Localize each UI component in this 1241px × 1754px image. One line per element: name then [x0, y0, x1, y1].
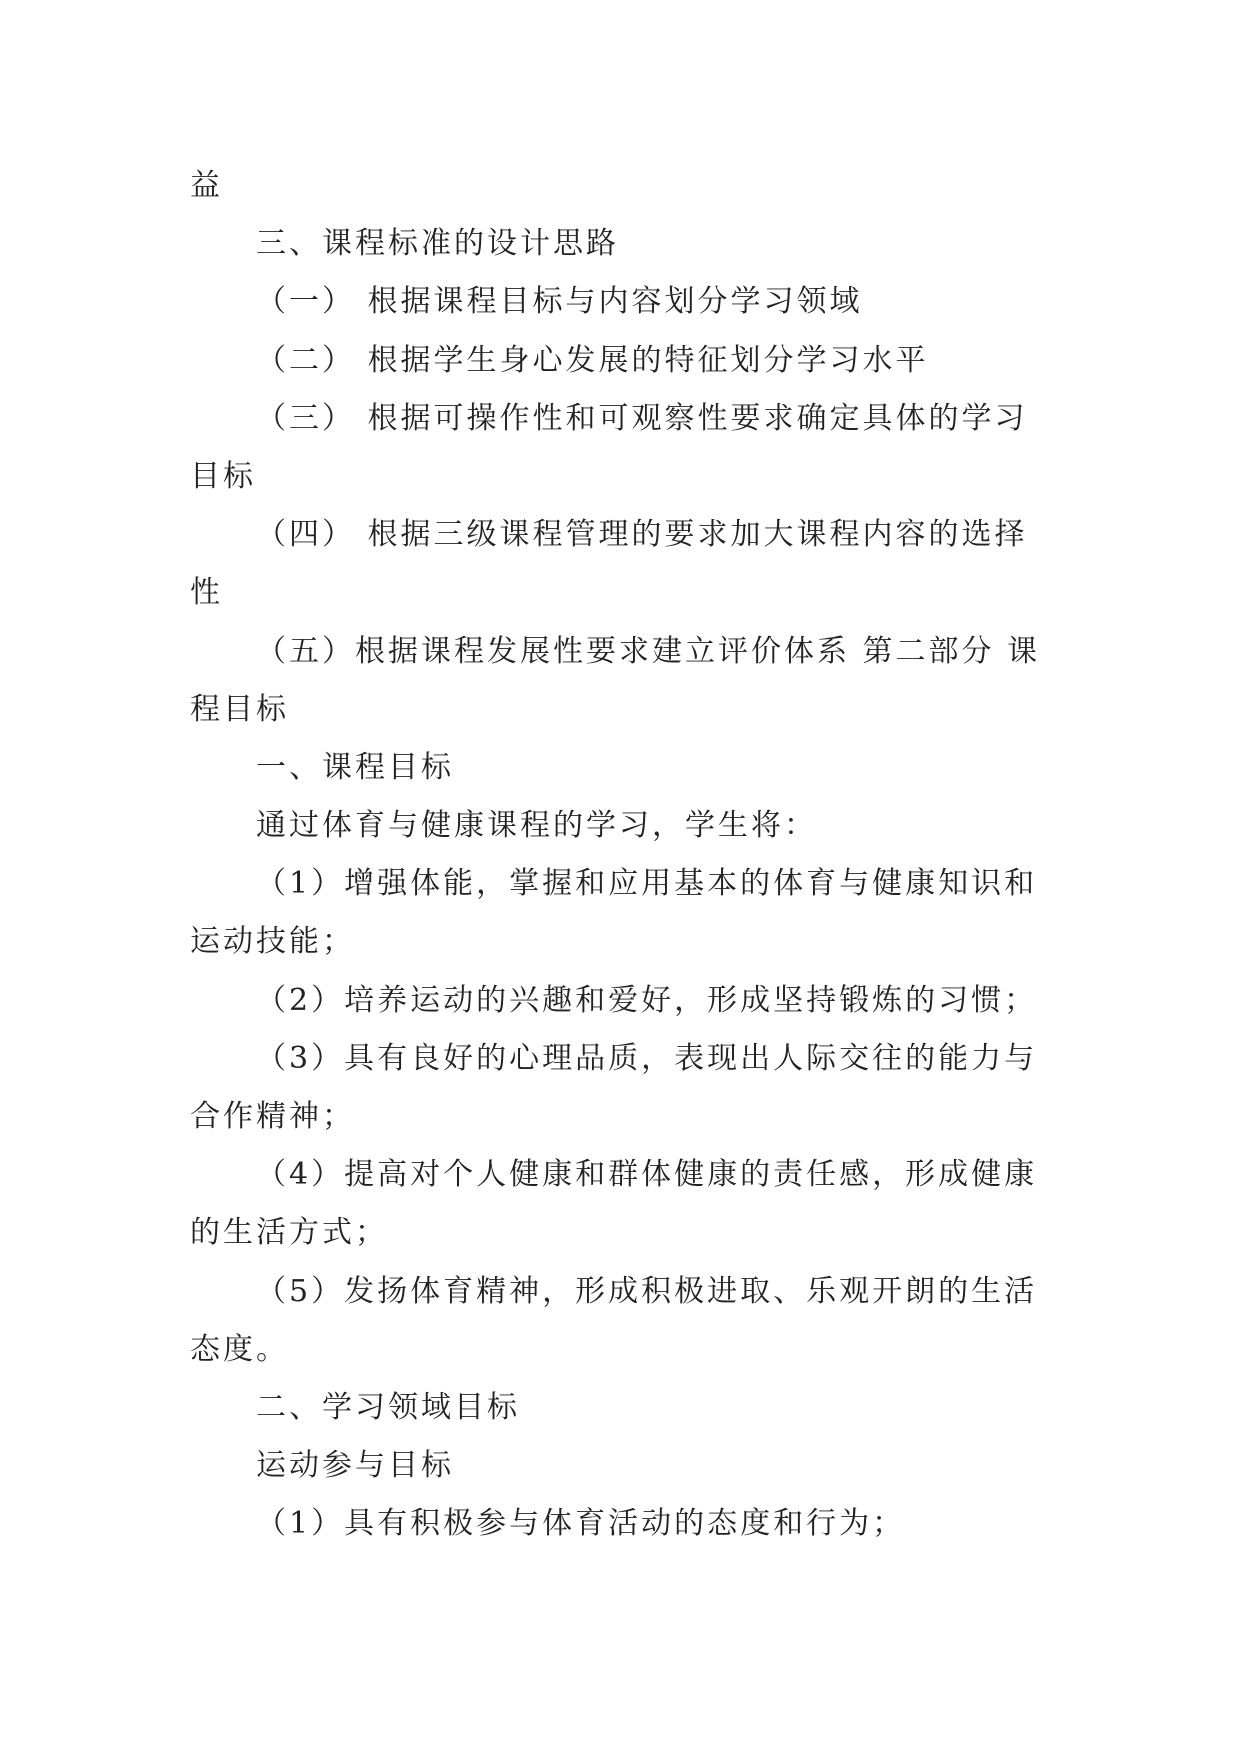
text-line: 益	[190, 168, 223, 203]
section-heading: 二、学习领域目标	[256, 1389, 520, 1425]
subsection-heading: 运动参与目标	[256, 1448, 454, 1484]
list-item: （五）根据课程发展性要求建立评价体系 第二部分 课	[256, 633, 1041, 669]
text-line: 态度。	[190, 1331, 289, 1367]
list-item: （四） 根据三级课程管理的要求加大课程内容的选择	[256, 517, 1028, 553]
list-item: （1）增强体能，掌握和应用基本的体育与健康知识和	[256, 866, 1038, 902]
document-body	[190, 157, 1050, 1554]
list-item: （2）培养运动的兴趣和爱好，形成坚持锻炼的习惯；	[256, 982, 1038, 1018]
text-line: 性	[190, 575, 223, 611]
list-item: （3）具有良好的心理品质，表现出人际交往的能力与	[256, 1040, 1038, 1076]
text-line: 程目标	[190, 691, 289, 727]
text-line: 运动技能；	[190, 924, 355, 960]
list-item: （5）发扬体育精神，形成积极进取、乐观开朗的生活	[256, 1273, 1038, 1309]
list-item: （一） 根据课程目标与内容划分学习领域	[256, 284, 863, 320]
section-heading: 一、课程目标	[256, 749, 454, 785]
text-line: 合作精神；	[190, 1099, 355, 1134]
section-heading: 三、课程标准的设计思路	[256, 226, 619, 262]
list-item: （4）提高对个人健康和群体健康的责任感，形成健康	[256, 1157, 1038, 1193]
list-item: （二） 根据学生身心发展的特征划分学习水平	[256, 342, 929, 378]
text-line: 的生活方式；	[190, 1215, 388, 1251]
text-line: 目标	[190, 458, 256, 494]
list-item: （1）具有积极参与体育活动的态度和行为；	[256, 1506, 906, 1542]
list-item: （三） 根据可操作性和可观察性要求确定具体的学习	[256, 400, 1028, 436]
paragraph: 通过体育与健康课程的学习，学生将：	[256, 808, 817, 844]
